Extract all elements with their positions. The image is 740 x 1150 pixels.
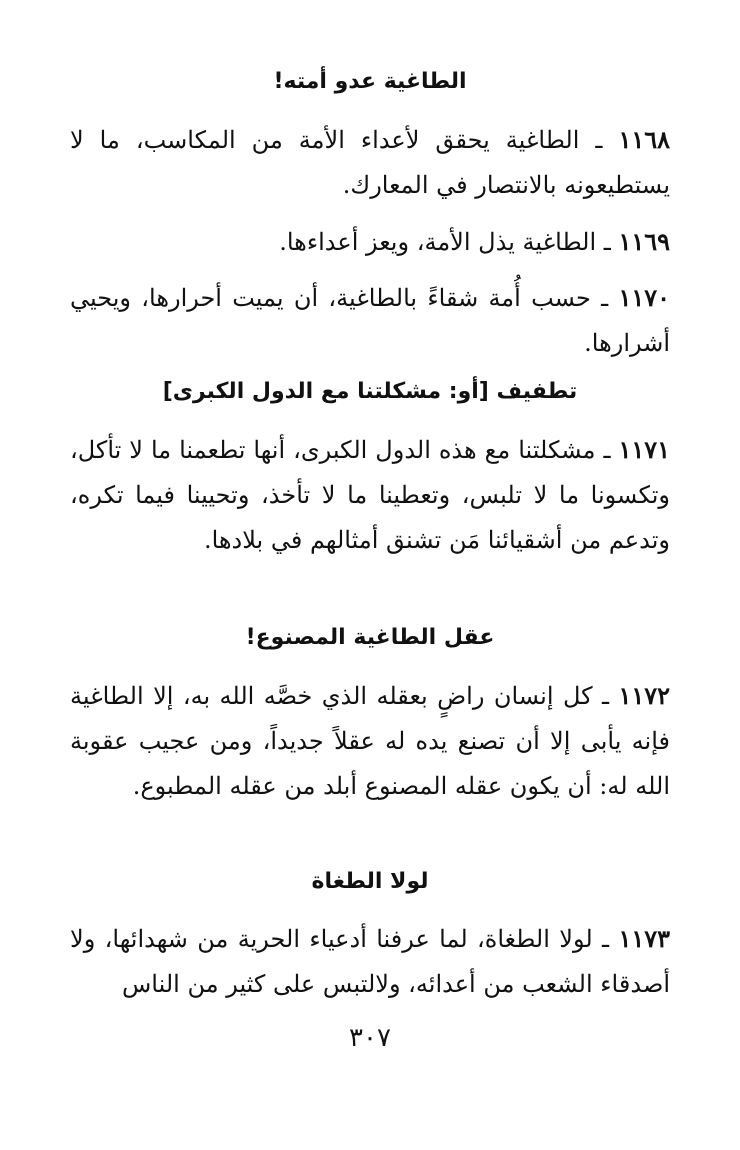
entry-1173: ١١٧٣ ـ لولا الطغاة، لما عرفنا أدعياء الحرية من شهدائها، ولا أصدقاء الشعب من أعدائه، ولالتبس على كثير من الناس	[70, 924, 670, 998]
entry-1172: ١١٧٢ ـ كل إنسان راضٍ بعقله الذي خصَّه الله به، إلا الطاغية فإنه يأبى إلا أن تصنع يده له عقلاً جديداً، ومن عجيب عقوبة الله له: أن يكون عقله المصنوع أبلد من عقله المطبوع.	[70, 681, 671, 800]
entry-text: الطاغية يذل الأمة، ويعز أعداءها.	[279, 228, 597, 256]
entry-1168: ١١٦٨ ـ الطاغية يحقق لأعداء الأمة من المكاسب، ما لا يستطيعونه بالانتصار في المعارك.	[70, 125, 670, 199]
entry-1169: ١١٦٩ ـ الطاغية يذل الأمة، ويعز أعداءها.	[279, 227, 670, 256]
entry-number: ١١٧١	[618, 435, 670, 464]
entry-text: كل إنسان راضٍ بعقله الذي خصَّه الله به، إلا الطاغية فإنه يأبى إلا أن تصنع يده له عقلاً جديداً، ومن عجيب عقوبة الله له: أن يكون عقله المصنوع أبلد من عقله المطبوع.	[70, 682, 670, 800]
entry-number: ١١٧٢	[618, 681, 671, 710]
entry-1171: ١١٧١ ـ مشكلتنا مع هذه الدول الكبرى، أنها تطعمنا ما لا تأكل، وتكسونا ما لا تلبس، وتعطينا ما لا تأخذ، وتحيينا فيما تكره، وتدعم من أشقيائنا مَن تشنق أمثالهم في بلادها.	[70, 435, 670, 554]
entry-1170: ١١٧٠ ـ حسب أُمة شقاءً بالطاغية، أن يميت أحرارها، ويحيي أشرارها.	[70, 283, 671, 357]
entry-number: ١١٦٩	[618, 227, 670, 256]
entry-text: الطاغية يحقق لأعداء الأمة من المكاسب، ما لا يستطيعونه بالانتصار في المعارك.	[70, 126, 670, 199]
section-heading: تطفيف [أو: مشكلتنا مع الدول الكبرى]	[162, 379, 578, 404]
page-number: ٣٠٧	[349, 1023, 391, 1053]
entry-number: ١١٦٨	[618, 125, 670, 154]
section-heading: لولا الطغاة	[311, 869, 429, 894]
section-heading: عقل الطاغية المصنوع!	[245, 625, 495, 650]
entry-text: حسب أُمة شقاءً بالطاغية، أن يميت أحرارها، ويحيي أشرارها.	[70, 284, 670, 357]
section-heading: الطاغية عدو أمته!	[273, 69, 467, 94]
book-page	[70, 0, 670, 1150]
entry-text: مشكلتنا مع هذه الدول الكبرى، أنها تطعمنا ما لا تأكل، وتكسونا ما لا تلبس، وتعطينا ما لا تأخذ، وتحيينا فيما تكره، وتدعم من أشقيائنا مَن تشنق أمثالهم في بلادها.	[70, 436, 670, 554]
entry-number: ١١٧٣	[618, 924, 670, 953]
entry-text: لولا الطغاة، لما عرفنا أدعياء الحرية من شهدائها، ولا أصدقاء الشعب من أعدائه، ولالتبس على كثير من الناس	[70, 925, 670, 998]
entry-number: ١١٧٠	[618, 283, 671, 312]
